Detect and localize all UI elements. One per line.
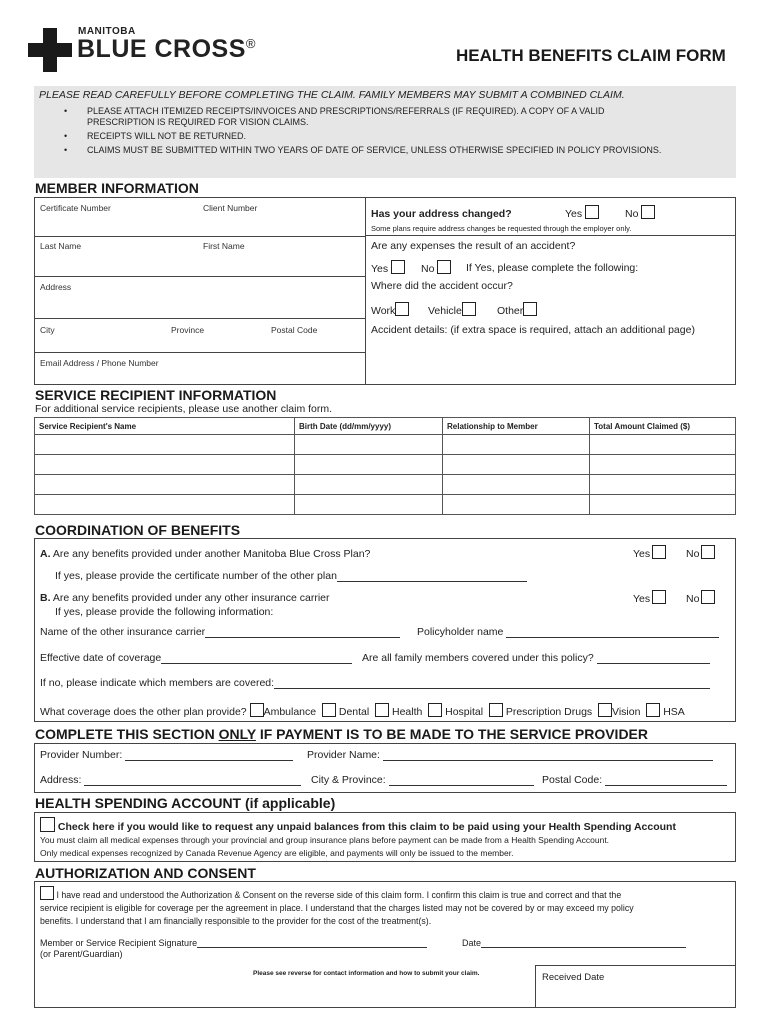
col-relationship: Relationship to Member: [443, 418, 590, 435]
registered-mark: ®: [245, 36, 256, 51]
provider-box: [34, 743, 736, 793]
checkbox-icon[interactable]: [395, 302, 409, 316]
coverage-hsa: HSA: [663, 706, 685, 718]
form-title: HEALTH BENEFITS CLAIM FORM: [456, 46, 726, 65]
birth-date-cell[interactable]: [295, 475, 443, 495]
email-phone-field[interactable]: Email Address / Phone Number: [40, 358, 159, 368]
coverage-drugs: Prescription Drugs: [505, 706, 593, 718]
instructions-list: [39, 106, 736, 156]
provider-address-field[interactable]: Address:: [40, 774, 301, 786]
cob-a-no[interactable]: No: [686, 545, 715, 560]
first-name-field[interactable]: First Name: [203, 241, 245, 251]
address-changed-question: Has your address changed?: [371, 208, 512, 220]
certificate-number-field[interactable]: Certificate Number: [40, 203, 111, 213]
logo-main: BLUE CROSS: [77, 35, 246, 63]
coverage-vision: Vision: [612, 706, 641, 718]
instructions-panel: [34, 86, 736, 178]
relationship-cell[interactable]: [443, 475, 590, 495]
accident-work[interactable]: Work: [371, 302, 409, 317]
address-change-note: Some plans require address changes be requested through the employer only.: [371, 224, 632, 233]
col-amount: Total Amount Claimed ($): [590, 418, 736, 435]
recipient-section-title: SERVICE RECIPIENT INFORMATION: [35, 387, 277, 403]
amount-cell[interactable]: [590, 455, 736, 475]
amount-cell[interactable]: [590, 495, 736, 515]
provider-number-field[interactable]: Provider Number:: [40, 749, 293, 761]
recipient-name-cell[interactable]: [35, 435, 295, 455]
birth-date-cell[interactable]: [295, 435, 443, 455]
guardian-label: (or Parent/Guardian): [40, 949, 123, 959]
reverse-note: Please see reverse for contact information and how to submit your claim.: [253, 970, 480, 977]
received-date-box: [535, 965, 735, 1007]
relationship-cell[interactable]: [443, 435, 590, 455]
carrier-name-field[interactable]: Name of the other insurance carrier: [40, 626, 400, 638]
logo: [28, 26, 318, 74]
recipient-name-cell[interactable]: [35, 495, 295, 515]
checkbox-icon[interactable]: [701, 590, 715, 604]
checkbox-icon[interactable]: [701, 545, 715, 559]
logo-name: [77, 35, 256, 64]
provider-section-title: COMPLETE THIS SECTION ONLY IF PAYMENT IS TO BE MADE TO THE SERVICE PROVIDER: [35, 726, 649, 742]
birth-date-cell[interactable]: [295, 455, 443, 475]
checkbox-icon[interactable]: [489, 703, 503, 717]
if-yes-complete: If Yes, please complete the following:: [466, 262, 639, 274]
instruction-item: • PLEASE ATTACH ITEMIZED RECEIPTS/INVOICES AND PRESCRIPTIONS/REFERRALS (IF REQUIRED). A COPY OF A VALID PRESCRIPTION IS REQUIRED FOR VISION CLAIMS.: [39, 106, 736, 128]
birth-date-cell[interactable]: [295, 495, 443, 515]
relationship-cell[interactable]: [443, 495, 590, 515]
table-row[interactable]: [35, 455, 736, 475]
auth-box: [34, 881, 736, 1008]
coverage-dental: Dental: [338, 706, 370, 718]
amount-cell[interactable]: [590, 435, 736, 455]
cob-b-no[interactable]: No: [686, 590, 715, 605]
checkbox-icon[interactable]: [428, 703, 442, 717]
address-changed-yes[interactable]: Yes: [565, 205, 599, 220]
postal-code-field[interactable]: Postal Code: [271, 325, 318, 335]
amount-cell[interactable]: [590, 475, 736, 495]
address-changed-no[interactable]: No: [625, 205, 655, 220]
accident-details-field[interactable]: Accident details: (if extra space is required, attach an additional page): [371, 324, 695, 336]
coverage-ambulance: Ambulance: [263, 706, 317, 718]
auth-line-2: service recipient is eligible for coverage per the agreement in place. I understand that the charges listed may not be covered by or may exceed my policy: [40, 903, 634, 913]
instruction-item: • RECEIPTS WILL NOT BE RETURNED.: [39, 131, 736, 142]
all-family-field[interactable]: Are all family members covered under this policy?: [362, 652, 710, 664]
checkbox-icon[interactable]: [598, 703, 612, 717]
member-info-box: [34, 197, 736, 385]
auth-section-title: AUTHORIZATION AND CONSENT: [35, 865, 256, 881]
checkbox-icon[interactable]: [523, 302, 537, 316]
auth-text: [40, 886, 730, 928]
table-row[interactable]: [35, 435, 736, 455]
member-section-title: MEMBER INFORMATION: [35, 180, 199, 196]
hsa-check[interactable]: [40, 817, 676, 833]
checkbox-icon[interactable]: [437, 260, 451, 274]
col-recipient-name: Service Recipient's Name: [35, 418, 295, 435]
relationship-cell[interactable]: [443, 455, 590, 475]
provider-name-field[interactable]: Provider Name:: [307, 749, 713, 761]
province-field[interactable]: Province: [171, 325, 205, 335]
checkbox-icon[interactable]: [641, 205, 655, 219]
checkbox-icon[interactable]: [322, 703, 336, 717]
checkbox-icon[interactable]: [391, 260, 405, 274]
provider-postal-field[interactable]: Postal Code:: [542, 774, 727, 786]
accident-question: Are any expenses the result of an accident?: [371, 240, 576, 252]
client-number-field[interactable]: Client Number: [203, 203, 258, 213]
recipient-name-cell[interactable]: [35, 475, 295, 495]
hsa-check-label: Check here if you would like to request any unpaid balances from this claim to be paid using your Health Spending Account: [57, 821, 676, 833]
signature-field[interactable]: Member or Service Recipient Signature: [40, 937, 427, 948]
checkbox-icon[interactable]: [652, 590, 666, 604]
checkbox-icon[interactable]: [462, 302, 476, 316]
effective-date-field[interactable]: Effective date of coverage: [40, 652, 352, 664]
cross-icon: [28, 28, 72, 72]
address-field[interactable]: Address: [40, 282, 72, 292]
auth-line-3: benefits. I understand that I am financially responsible to the provider for the cost of the treatment(s).: [40, 916, 432, 926]
cob-section-title: COORDINATION OF BENEFITS: [35, 522, 241, 538]
accident-yes[interactable]: Yes: [371, 260, 405, 275]
hsa-note-2: Only medical expenses recognized by Canada Revenue Agency are eligible, and payments will only be issued to the member.: [40, 848, 514, 858]
accident-vehicle[interactable]: Vehicle: [428, 302, 476, 317]
cob-box: [34, 538, 736, 722]
accident-no[interactable]: No: [421, 260, 451, 275]
cob-a-yes[interactable]: Yes: [633, 545, 666, 560]
checkbox-icon[interactable]: [646, 703, 660, 717]
auth-line-1: I have read and understood the Authorization & Consent on the reverse side of this claim form. I confirm this claim is true and correct and that the: [56, 890, 622, 900]
recipient-note: For additional service recipients, please use another claim form.: [35, 403, 333, 415]
cob-question-a: A. Are any benefits provided under another Manitoba Blue Cross Plan?: [40, 548, 371, 560]
instruction-item: • CLAIMS MUST BE SUBMITTED WITHIN TWO YEARS OF DATE OF SERVICE, UNLESS OTHERWISE SPECIFIED IN POLICY PROVISIONS.: [39, 145, 736, 156]
last-name-field[interactable]: Last Name: [40, 241, 82, 251]
coverage-hospital: Hospital: [445, 706, 484, 718]
provider-city-field[interactable]: City & Province:: [311, 774, 534, 786]
cob-b-follow: If yes, please provide the following information:: [55, 606, 274, 618]
hsa-section-title: HEALTH SPENDING ACCOUNT (if applicable): [35, 795, 336, 811]
table-row[interactable]: [35, 475, 736, 495]
checkbox-icon[interactable]: [375, 703, 389, 717]
logo-province: MANITOBA: [78, 26, 136, 37]
which-members-field[interactable]: If no, please indicate which members are covered:: [40, 677, 710, 689]
hsa-box: [34, 812, 736, 862]
checkbox-icon[interactable]: [40, 817, 55, 832]
checkbox-icon[interactable]: [250, 703, 264, 717]
col-birth-date: Birth Date (dd/mm/yyyy): [295, 418, 443, 435]
city-field[interactable]: City: [40, 325, 55, 335]
recipient-table: [34, 417, 736, 515]
checkbox-icon[interactable]: [652, 545, 666, 559]
instructions-lead: PLEASE READ CAREFULLY BEFORE COMPLETING THE CLAIM. FAMILY MEMBERS MAY SUBMIT A COMBINED CLAIM.: [39, 89, 625, 101]
hsa-note-1: You must claim all medical expenses through your provincial and group insurance plans before payment can be made from a Health Spending Account.: [40, 835, 610, 845]
table-row[interactable]: [35, 495, 736, 515]
cob-question-b: B. Are any benefits provided under any other insurance carrier: [40, 592, 330, 604]
policyholder-field[interactable]: Policyholder name: [417, 626, 719, 638]
cob-b-yes[interactable]: Yes: [633, 590, 666, 605]
table-header-row: [35, 418, 736, 435]
checkbox-icon[interactable]: [585, 205, 599, 219]
coverage-types: What coverage does the other plan provide? Ambulance Dental Health Hospital Prescription Drugs Vision HSA: [40, 703, 685, 718]
accident-other[interactable]: Other: [497, 302, 537, 317]
cob-a-follow[interactable]: If yes, please provide the certificate number of the other plan: [55, 570, 527, 582]
date-field[interactable]: Date: [462, 937, 686, 948]
recipient-name-cell[interactable]: [35, 455, 295, 475]
checkbox-icon[interactable]: [40, 886, 54, 900]
accident-where-question: Where did the accident occur?: [371, 280, 513, 292]
coverage-health: Health: [391, 706, 423, 718]
received-date-label: Received Date: [542, 972, 605, 983]
